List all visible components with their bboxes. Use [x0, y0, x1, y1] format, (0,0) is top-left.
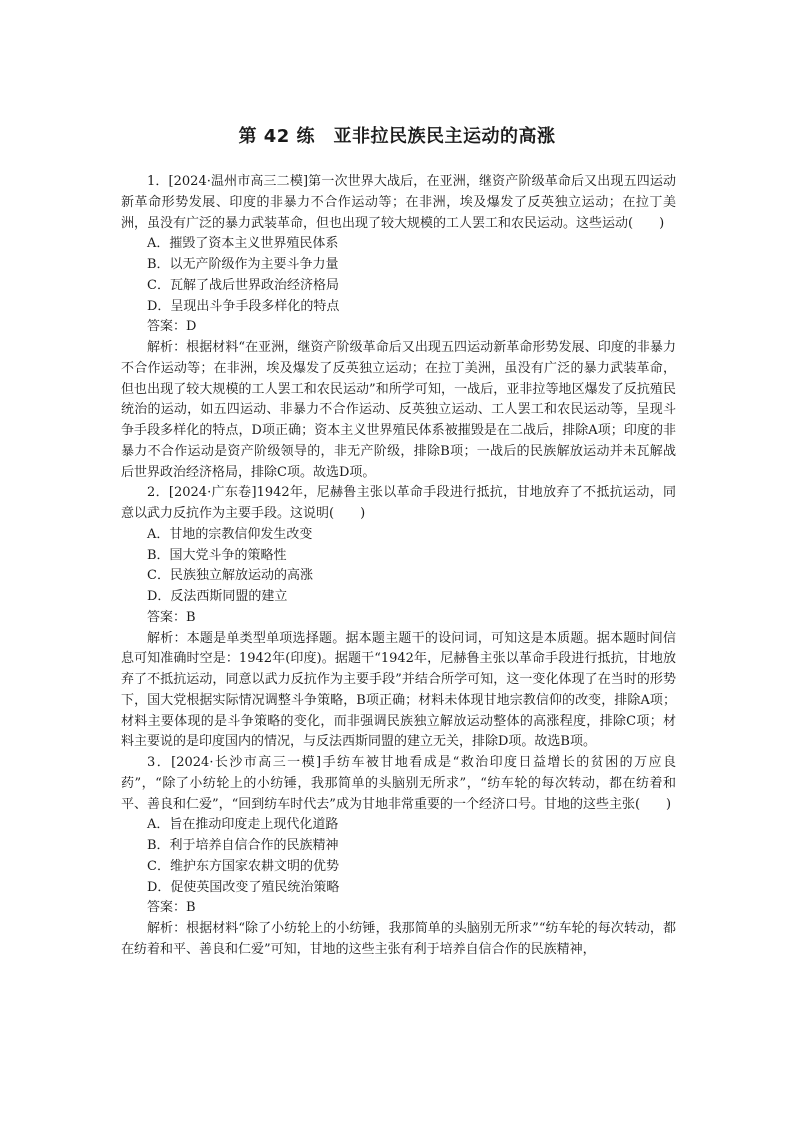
page-title: 第 42 练 亚非拉民族民主运动的高涨	[238, 126, 556, 147]
option-c: C．民族独立解放运动的高涨	[147, 568, 313, 584]
analysis: 解析：本题是单类型单项选择题。据本题主题干的设问词，可知这是本质题。据本题时间信息可知准确时空是：1942年(印度)。据题干“1942年，尼赫鲁主张以革命手段进行抵抗，甘地放弃了不抵抗运动，同意以武力反抗作为主要手段”并结合所学可知，这一变化体现了在当时的形势下，国大党根据实际情况调整斗争策略，B项正确；材料未体现甘地宗教信仰的改变，排除A项；材料主要体现的是斗争策略的变化，而非强调民族独立解放运动整体的高涨程度，排除C项；材料主要说的是印度国内的情况，与反法西斯同盟的建立无关，排除D项。故选B项。	[121, 630, 676, 750]
option-b: B．利于培养自信合作的民族精神	[147, 838, 339, 853]
question-stem: 3．[2024·长沙市高三一模]手纺车被甘地看成是“救治印度日益增长的贫困的万应良药”，“除了小纺轮上的小纺锤，我那简单的头脑别无所求”，“纺车轮的每次转动，都在纺着和平、善良和仁爱”，“回到纺车时代去”成为甘地非常重要的一个经济口号。甘地的这些主张( )	[121, 755, 676, 812]
option-d: D．促使英国改变了殖民统治策略	[147, 879, 340, 895]
question-1	[121, 172, 676, 483]
answer: 答案：D	[147, 319, 197, 335]
question-3	[121, 753, 676, 961]
option-a: A．甘地的宗教信仰发生改变	[147, 526, 313, 542]
option-a: A．摧毁了资本主义世界殖民体系	[147, 236, 339, 252]
option-b: B．国大党斗争的策略性	[147, 547, 287, 563]
answer: 答案：B	[147, 609, 196, 625]
option-d: D．呈现出斗争手段多样化的特点	[147, 298, 340, 314]
question-stem: 2．[2024·广东卷]1942年，尼赫鲁主张以革命手段进行抵抗，甘地放弃了不抵抗运动，同意以武力反抗作为主要手段。这说明( )	[121, 485, 676, 521]
option-a: A．旨在推动印度走上现代化道路	[147, 817, 339, 833]
question-list	[121, 172, 676, 961]
analysis: 解析：根据材料“除了小纺轮上的小纺锤，我那简单的头脑别无所求”“纺车轮的每次转动，都在纺着和平、善良和仁爱”可知，甘地的这些主张有利于培养自信合作的民族精神，	[121, 921, 676, 957]
option-c: C．维护东方国家农耕文明的优势	[147, 858, 339, 874]
analysis: 解析：根据材料“在亚洲，继资产阶级革命后又出现五四运动新革命形势发展、印度的非暴力不合作运动等；在非洲，埃及爆发了反英独立运动；在拉丁美洲，虽没有广泛的暴力武装革命，但也出现了较大规模的工人罢工和农民运动”和所学可知，一战后，亚非拉等地区爆发了反抗殖民统治的运动，如五四运动、非暴力不合作运动、反英独立运动、工人罢工和农民运动等，呈现斗争手段多样化的特点，D项正确；资本主义世界殖民体系被摧毁是在二战后，排除A项；印度的非暴力不合作运动是资产阶级领导的，非无产阶级，排除B项；一战后的民族解放运动并未瓦解战后世界政治经济格局，排除C项。故选D项。	[121, 340, 676, 480]
question-2	[121, 483, 676, 753]
answer: 答案：B	[147, 900, 196, 916]
option-b: B．以无产阶级作为主要斗争力量	[147, 257, 339, 272]
question-stem: 1．[2024·温州市高三二模]第一次世界大战后，在亚洲，继资产阶级革命后又出现五四运动新革命形势发展、印度的非暴力不合作运动等；在非洲，埃及爆发了反英独立运动；在拉丁美洲，虽没有广泛的暴力武装革命，但也出现了较大规模的工人罢工和农民运动。这些运动( )	[121, 174, 676, 231]
option-c: C．瓦解了战后世界政治经济格局	[147, 277, 339, 293]
option-d: D．反法西斯同盟的建立	[147, 589, 288, 604]
